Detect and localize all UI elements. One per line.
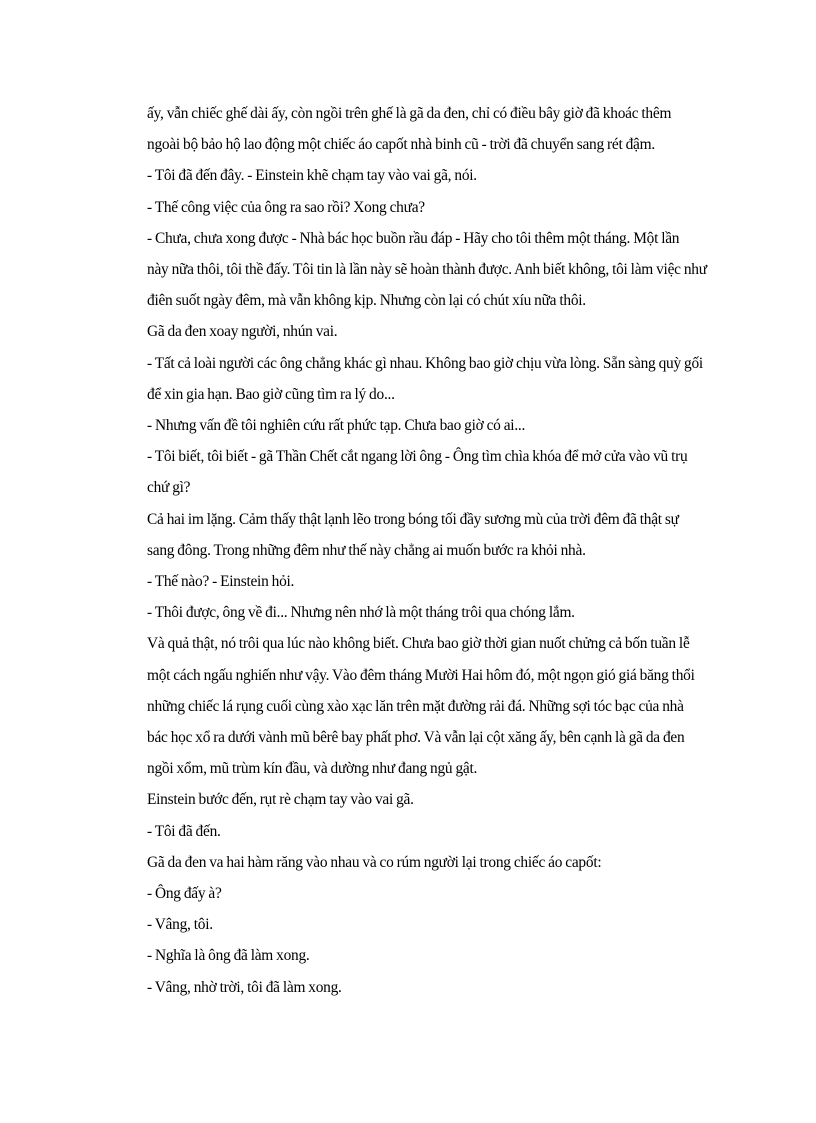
text-line: ngồi xổm, mũ trùm kín đầu, và dường như đang ngủ gật.	[147, 760, 478, 778]
text-line: - Tôi biết, tôi biết - gã Thần Chết cắt ngang lời ông - Ông tìm chìa khóa để mở cửa vào vũ trụ	[147, 448, 688, 466]
text-line: này nữa thôi, tôi thề đấy. Tôi tin là lần này sẽ hoàn thành được. Anh biết không, tôi làm việc như	[147, 261, 707, 279]
text-line: bác học xổ ra dưới vành mũ bêrê bay phất phơ. Và vẫn lại cột xăng ấy, bên cạnh là gã da đen	[147, 729, 685, 747]
text-line: - Chưa, chưa xong được - Nhà bác học buồn rầu đáp - Hãy cho tôi thêm một tháng. Một lần	[147, 229, 680, 247]
text-line: - Vâng, tôi.	[147, 916, 213, 934]
text-line: Và quả thật, nó trôi qua lúc nào không biết. Chưa bao giờ thời gian nuốt chửng cả bốn tuần lễ	[147, 635, 690, 653]
text-line: - Nghĩa là ông đã làm xong.	[147, 947, 310, 965]
text-line: - Tôi đã đến đây. - Einstein khẽ chạm tay vào vai gã, nói.	[147, 167, 477, 185]
text-line: Gã da đen xoay người, nhún vai.	[147, 323, 338, 341]
text-line: - Thế công việc của ông ra sao rồi? Xong chưa?	[147, 198, 425, 216]
text-line: để xin gia hạn. Bao giờ cũng tìm ra lý do...	[147, 385, 395, 403]
text-line: ngoài bộ bảo hộ lao động một chiếc áo capốt nhà binh cũ - trời đã chuyển sang rét đậm.	[147, 136, 655, 154]
document-body	[147, 98, 707, 1003]
text-line: một cách ngấu nghiến như vậy. Vào đêm tháng Mười Hai hôm đó, một ngọn gió giá băng thổi	[147, 666, 695, 684]
text-line: - Thôi được, ông về đi... Nhưng nên nhớ là một tháng trôi qua chóng lắm.	[147, 604, 575, 622]
text-line: - Thế nào? - Einstein hỏi.	[147, 573, 295, 591]
text-line: - Ông đấy à?	[147, 885, 222, 903]
text-line: ấy, vẫn chiếc ghế dài ấy, còn ngồi trên ghế là gã da đen, chỉ có điều bây giờ đã khoác thêm	[147, 105, 672, 122]
text-line: - Nhưng vấn đề tôi nghiên cứu rất phức tạp. Chưa bao giờ có ai...	[147, 417, 526, 435]
text-line: những chiếc lá rụng cuối cùng xào xạc lăn trên mặt đường rải đá. Những sợi tóc bạc của nhà	[147, 697, 684, 715]
text-line: - Tôi đã đến.	[147, 822, 221, 840]
text-line: - Vâng, nhờ trời, tôi đã làm xong.	[147, 978, 342, 996]
text-line: điên suốt ngày đêm, mà vẫn không kịp. Nhưng còn lại có chút xíu nữa thôi.	[147, 292, 586, 310]
text-line: Einstein bước đến, rụt rè chạm tay vào vai gã.	[147, 791, 414, 809]
text-line: Cả hai im lặng. Cảm thấy thật lạnh lẽo trong bóng tối đầy sương mù của trời đêm đã thật sự	[147, 510, 679, 528]
text-line: - Tất cả loài người các ông chẳng khác gì nhau. Không bao giờ chịu vừa lòng. Sẵn sàng quỳ gối	[147, 354, 703, 372]
text-line: Gã da đen va hai hàm răng vào nhau và co rúm người lại trong chiếc áo capốt:	[147, 853, 602, 871]
text-line: sang đông. Trong những đêm như thế này chẳng ai muốn bước ra khỏi nhà.	[147, 541, 586, 559]
text-line: chứ gì?	[147, 479, 191, 497]
